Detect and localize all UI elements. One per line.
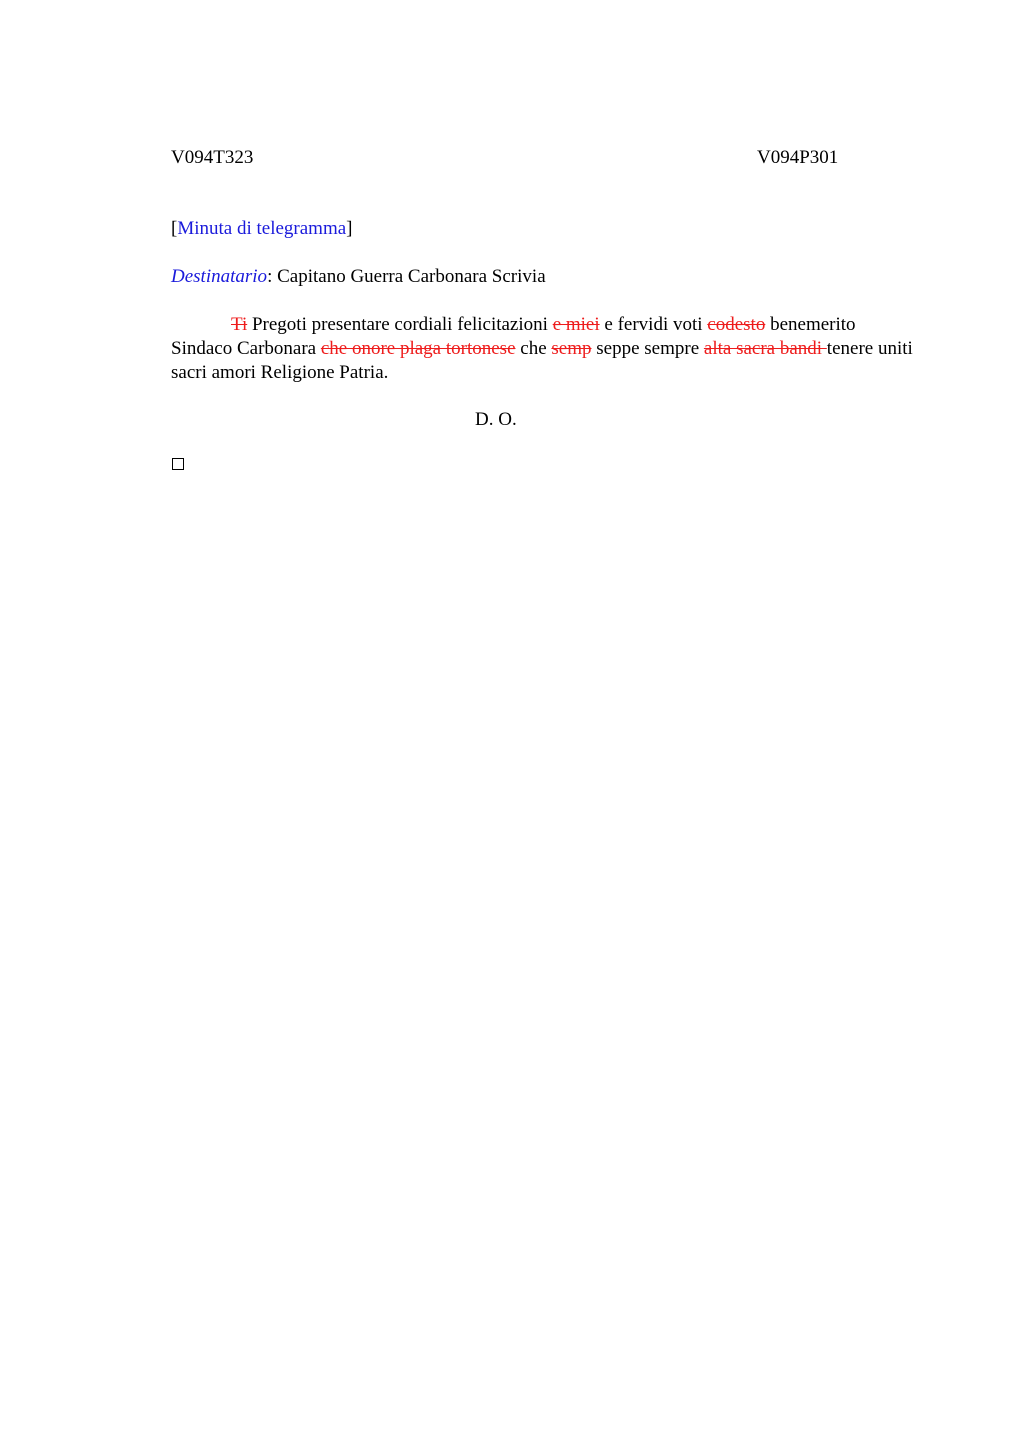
document-id-right: V094P301 — [757, 147, 839, 168]
deleted-text-segment: Ti — [231, 314, 248, 335]
recipient-line — [171, 266, 546, 288]
recipient-separator: : — [267, 266, 278, 287]
body-segment: e fervidi voti — [599, 314, 708, 335]
body-segment: che — [515, 338, 552, 359]
body-segment: benemerito Sindaco Carbonara — [171, 314, 856, 359]
recipient-value: Capitano Guerra Carbonara Scrivia — [277, 266, 546, 287]
document-id-left: V094T323 — [171, 147, 254, 168]
signature: D. O. — [475, 409, 517, 430]
bracket-close: ] — [346, 218, 353, 239]
deleted-text-segment: alta sacra bandi — [703, 338, 827, 359]
telegram-body — [171, 313, 916, 385]
body-segment: seppe sempre — [591, 338, 704, 359]
recipient-label: Destinatario — [171, 266, 268, 287]
body-segment: Pregoti presentare cordiali felicitazioni — [247, 314, 553, 335]
deleted-text-segment: codesto — [707, 314, 766, 335]
end-of-document-box — [172, 458, 184, 470]
document-type — [171, 218, 353, 240]
deleted-text-segment: e miei — [552, 314, 600, 335]
document-type-label: Minuta di telegramma — [177, 218, 347, 239]
body-segment: tenere uniti sacri amori Religione Patria. — [171, 338, 913, 383]
deleted-text-segment: che onore plaga tortonese — [320, 338, 516, 359]
deleted-text-segment: semp — [551, 338, 592, 359]
bracket-open: [ — [171, 218, 178, 239]
